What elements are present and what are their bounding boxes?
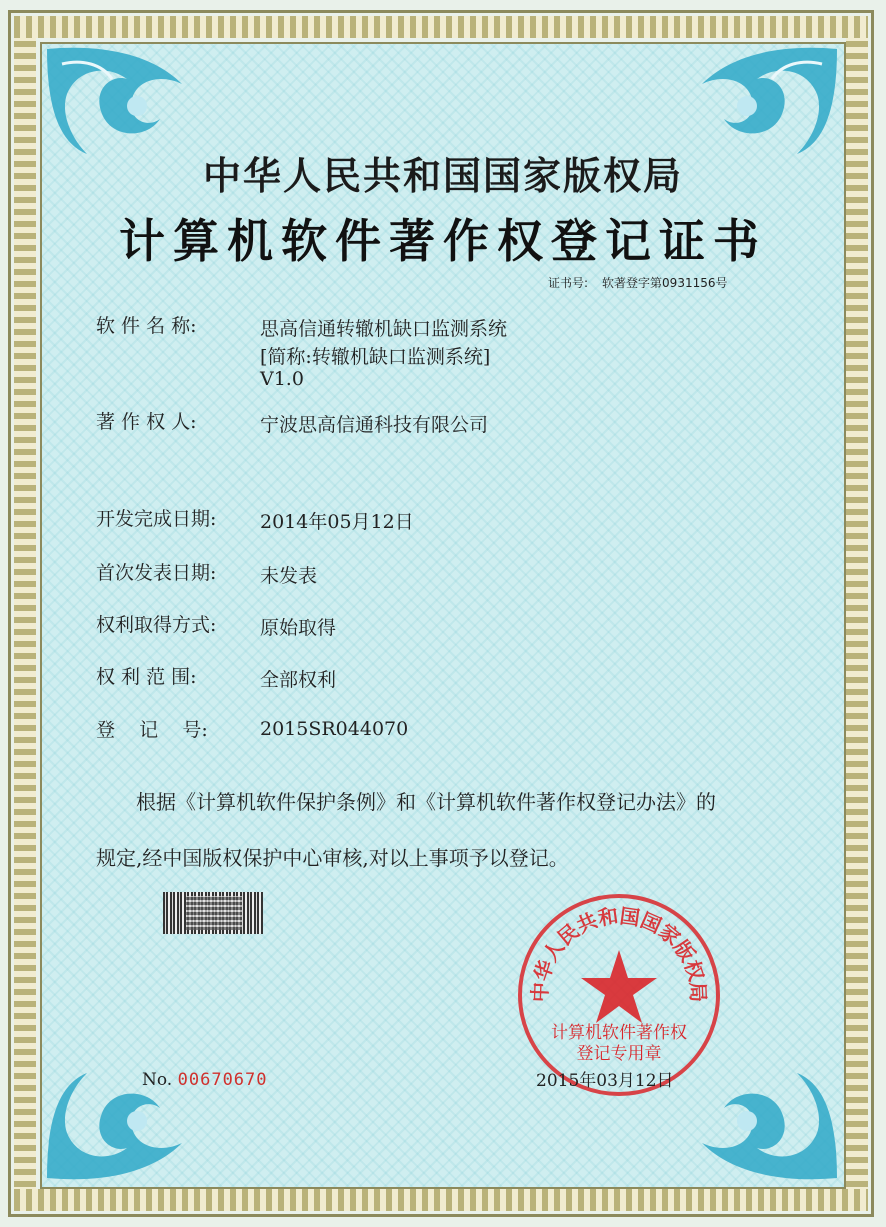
issue-date: 2015年03月12日 — [536, 1071, 674, 1091]
software-short-name: [简称:转辙机缺口监测系统] — [260, 346, 491, 368]
acquire-method-value: 原始取得 — [260, 617, 337, 639]
certificate-number — [548, 274, 742, 291]
software-version: V1.0 — [260, 368, 304, 390]
serial-number — [142, 1070, 268, 1090]
certificate-number-value: 软著登字第0931156号 — [602, 276, 728, 290]
owner-row — [96, 410, 256, 434]
software-name-value: 思高信通转辙机缺口监测系统 — [260, 318, 508, 340]
certificate-number-label: 证书号: — [548, 276, 589, 290]
seal-center-line-1: 计算机软件著作权 — [551, 1023, 687, 1043]
rights-scope-label: 权 利 范 围: — [96, 666, 197, 688]
serial-number-label: No. — [142, 1070, 173, 1090]
acquire-method-row — [96, 613, 256, 637]
completion-date-value: 2014年05月12日 — [260, 511, 414, 533]
registration-number-row — [96, 718, 256, 742]
software-name-label: 软 件 名 称: — [96, 315, 197, 337]
completion-date-row — [96, 507, 256, 531]
registration-number-value: 2015SR044070 — [260, 718, 409, 740]
statement-line-1: 根据《计算机软件保护条例》和《计算机软件著作权登记办法》的 — [136, 790, 716, 814]
publish-date-value: 未发表 — [260, 565, 318, 587]
owner-label: 著 作 权 人: — [96, 411, 197, 433]
serial-number-value: 00670670 — [177, 1070, 268, 1090]
publish-date-row — [96, 561, 256, 585]
rights-scope-row — [96, 665, 256, 689]
issuing-authority: 中华人民共和国国家版权局 — [202, 153, 683, 198]
seal-center-line-2: 登记专用章 — [576, 1044, 662, 1064]
barcode-pattern — [186, 896, 242, 930]
rights-scope-value: 全部权利 — [260, 669, 337, 691]
software-name-row — [96, 314, 256, 338]
seal-ring-text: 中华人民共和国国家版权局 — [527, 903, 711, 1003]
completion-date-label: 开发完成日期: — [96, 508, 217, 530]
registration-number-label: 登 记 号: — [96, 719, 208, 741]
acquire-method-label: 权利取得方式: — [96, 614, 217, 636]
certificate-title: 计算机软件著作权登记证书 — [119, 214, 767, 268]
publish-date-label: 首次发表日期: — [96, 562, 217, 584]
owner-value: 宁波思高信通科技有限公司 — [260, 414, 489, 436]
statement-line-2: 规定,经中国版权保护中心审核,对以上事项予以登记。 — [96, 846, 569, 870]
